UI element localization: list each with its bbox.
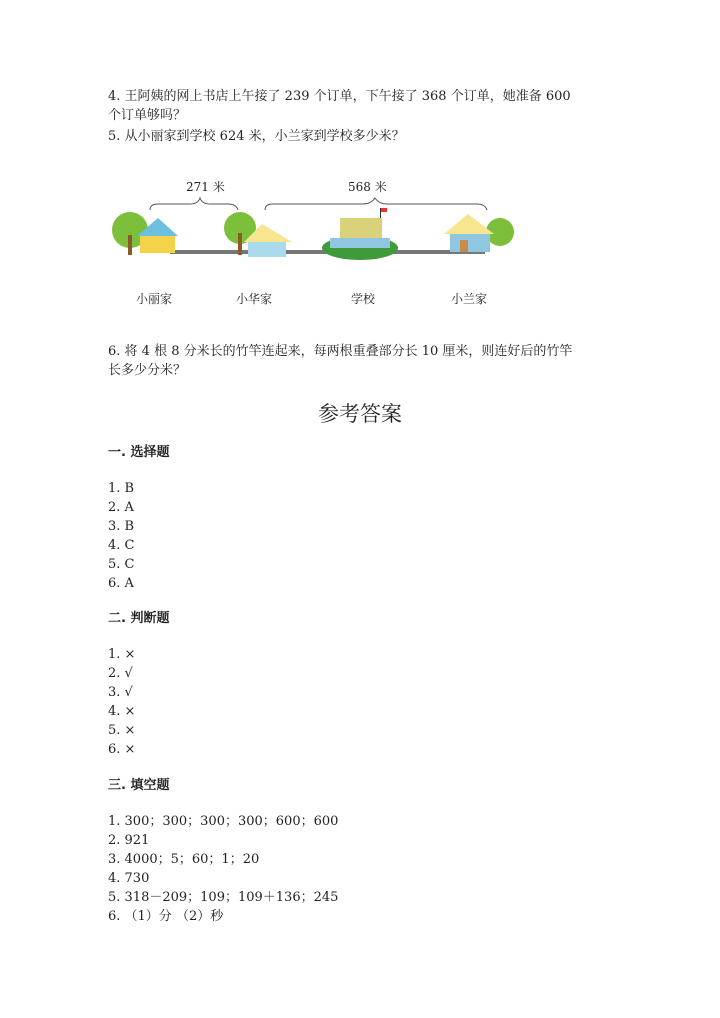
answer-item: 5. 318－209；109；109＋136；245 (108, 890, 339, 905)
section-heading: 二. 判断题 (108, 611, 170, 626)
answer-item: 5. C (108, 557, 135, 572)
label-xiaohua: 小华家 (236, 292, 273, 306)
answer-item: 6. × (108, 742, 136, 757)
answer-item: 1. × (108, 647, 136, 662)
question-6-line1: 6. 将 4 根 8 分米长的竹竿连起来，每两根重叠部分长 10 厘米，则连好后的竹竿 (108, 344, 573, 359)
answers-title: 参考答案 (318, 402, 402, 426)
label-school: 学校 (351, 292, 376, 306)
route-diagram (0, 0, 720, 320)
distance-568: 568 米 (348, 180, 387, 194)
answer-item: 6. A (108, 576, 134, 591)
answer-item: 3. 4000；5；60；1；20 (108, 852, 260, 867)
answer-item: 4. C (108, 538, 135, 553)
answer-item: 1. 300；300；300；300；600；600 (108, 814, 339, 829)
house-xiaoli (112, 212, 178, 255)
answer-item: 1. B (108, 481, 135, 496)
answer-item: 6. （1）分 （2）秒 (108, 909, 224, 924)
question-6-line2: 长多少分米？ (108, 363, 187, 378)
brace-271 (150, 198, 238, 210)
house-xiaolan (444, 214, 514, 252)
answer-item: 5. × (108, 723, 136, 738)
answer-item: 2. 921 (108, 833, 150, 848)
question-4-line2: 个订单够吗？ (108, 108, 187, 123)
answer-item: 2. A (108, 500, 134, 515)
answer-item: 4. 730 (108, 871, 150, 886)
question-4-line1: 4. 王阿姨的网上书店上午接了 239 个订单，下午接了 368 个订单，她准备 600 (108, 89, 571, 104)
label-xiaoli: 小丽家 (136, 292, 173, 306)
section-heading: 一. 选择题 (108, 445, 170, 460)
label-xiaolan: 小兰家 (451, 292, 488, 306)
distance-271: 271 米 (186, 180, 225, 194)
answer-item: 4. × (108, 704, 136, 719)
answer-item: 3. √ (108, 685, 133, 700)
section-heading: 三. 填空题 (108, 778, 170, 793)
answer-item: 3. B (108, 519, 135, 534)
answer-item: 2. √ (108, 666, 133, 681)
question-5: 5. 从小丽家到学校 624 米，小兰家到学校多少米？ (108, 129, 405, 144)
school (322, 208, 398, 260)
brace-568 (265, 198, 487, 210)
